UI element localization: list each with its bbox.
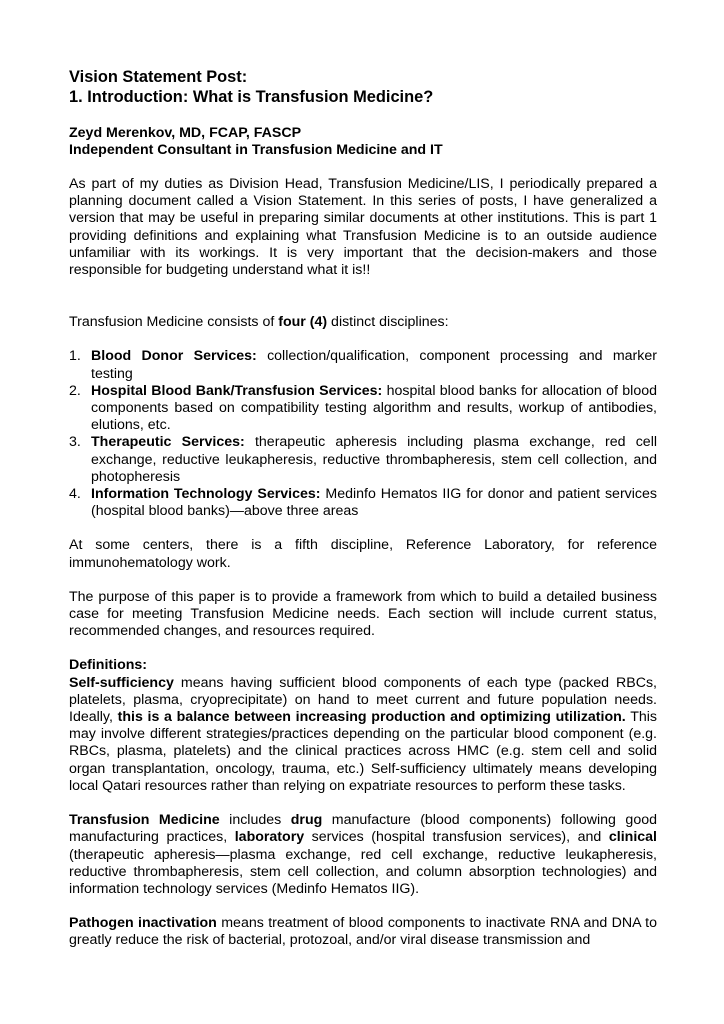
discipline-item (69, 434, 657, 486)
definition-emphasis: drug (290, 812, 323, 829)
discipline-title: Blood Donor Services: (91, 348, 257, 365)
author-role: Independent Consultant in Transfusion Medicine and IT (69, 142, 443, 158)
term-self-sufficiency: Self-sufficiency (69, 674, 174, 691)
definition-text: services (hospital transfusion services), and (304, 829, 609, 846)
term-transfusion-medicine: Transfusion Medicine (69, 812, 220, 829)
intro-paragraph: As part of my duties as Division Head, Transfusion Medicine/LIS, I periodically prepared a planning document called a Vision Statement. In this series of posts, I have generalized a version that may be useful in preparing similar documents at other institutions. This is part 1 providing definitions and explaining what Transfusion Medicine is to an outside audience unfamiliar with its workings. It is very important that the decision-makers and those responsible for budgeting understand what it is!! (69, 176, 657, 279)
document-page (69, 67, 657, 950)
title-line-2: 1. Introduction: What is Transfusion Medicine? (69, 88, 434, 106)
definition-text: means treatment of blood components to inactivate RNA and DNA to greatly reduce the risk of bacterial, protozoal, and/or viral disease transmission and (69, 915, 657, 949)
author-name: Zeyd Merenkov, MD, FCAP, FASCP (69, 125, 302, 141)
definitions-heading: Definitions: (69, 657, 148, 674)
fifth-discipline-paragraph: At some centers, there is a fifth discipline, Reference Laboratory, for reference immunohematology work. (69, 537, 657, 571)
discipline-description: therapeutic apheresis including plasma exchange, red cell exchange, reductive leukapheresis, reductive thrombapheresis, stem cell collection, and photopheresis (91, 434, 657, 485)
definition-text: includes (219, 812, 291, 829)
definition-emphasis: clinical (608, 829, 657, 846)
discipline-title: Therapeutic Services: (91, 434, 245, 451)
discipline-number: 4. (69, 486, 81, 503)
discipline-item (69, 383, 657, 435)
discipline-description: hospital blood banks for allocation of blood components based on compatibility testing algorithm and results, workup of antibodies, elutions, etc. (91, 382, 657, 434)
discipline-number: 2. (69, 382, 81, 399)
disciplines-lead-tail: distinct disciplines: (327, 314, 449, 331)
purpose-paragraph: The purpose of this paper is to provide a framework from which to build a detailed business case for meeting Transfusion Medicine needs. Each section will include current status, recommended changes, and resources required. (69, 588, 657, 640)
discipline-description: Medinfo Hematos IIG for donor and patient services (hospital blood banks)—above three areas (91, 486, 657, 520)
discipline-description: collection/qualification, component processing and marker testing (91, 348, 657, 382)
title-line-1: Vision Statement Post: (69, 68, 248, 86)
definition-emphasis: laboratory (234, 829, 305, 846)
definition-text: manufacture (blood components) following good manufacturing practices, (69, 812, 657, 846)
definition-text: This may involve different strategies/practices depending on the particular blood component (e.g. RBCs, plasma, platelets) and the clinical practices across HMC (e.g. stem cell and solid organ transplantation, oncology, trauma, etc.) Self-sufficiency ultimately means developing local Qatari resources rather than relying on expatriate resources to perform these tasks. (69, 709, 657, 794)
disciplines-lead (69, 314, 657, 331)
author-block (69, 125, 657, 159)
discipline-item (69, 486, 657, 520)
disciplines-count: four (4) (278, 314, 328, 331)
definition-self-sufficiency (69, 675, 657, 795)
discipline-number: 3. (69, 434, 81, 451)
definition-text: means having sufficient blood components of each type (packed RBCs, platelets, plasma, cryoprecipitate) on hand to meet current and future population needs. Ideally, (69, 674, 657, 726)
definition-text: (therapeutic apheresis—plasma exchange, red cell exchange, reductive leukapheresis, reductive thrombapheresis, stem cell collection, and column absorption technologies) and information technology services (Medinfo Hematos IIG). (69, 846, 657, 897)
definition-emphasis: this is a balance between increasing production and optimizing utilization. (117, 709, 626, 726)
disciplines-list (69, 348, 657, 520)
discipline-title: Hospital Blood Bank/Transfusion Services: (91, 382, 383, 399)
disciplines-lead-text: Transfusion Medicine consists of (69, 314, 279, 331)
term-pathogen-inactivation: Pathogen inactivation (69, 915, 217, 932)
definition-pathogen-inactivation (69, 915, 657, 949)
discipline-item (69, 348, 657, 382)
definition-transfusion-medicine (69, 812, 657, 898)
document-title (69, 67, 657, 107)
discipline-title: Information Technology Services: (91, 486, 321, 503)
discipline-number: 1. (69, 348, 81, 365)
